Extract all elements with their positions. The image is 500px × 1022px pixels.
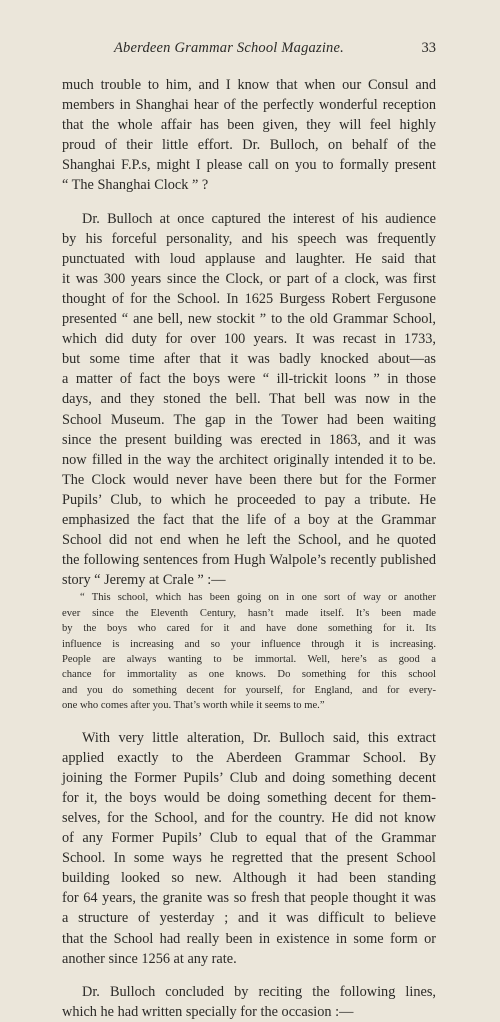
quote-line: “ This school, which has been going on in one sort of way or another xyxy=(80,592,436,604)
text-line: that the whole affair has been given, they will feel highly xyxy=(62,117,436,134)
running-title: Aberdeen Grammar School Magazine. xyxy=(114,40,344,56)
text-line: selves, for the School, and for the country. He did not know xyxy=(62,809,436,826)
text-line: Shanghai F.P.s, might I please call on you to formally present xyxy=(62,157,436,174)
text-line: another since 1256 at any rate. xyxy=(62,950,237,967)
text-line: punctuated with loud applause and laughter. He said that xyxy=(62,250,436,267)
text-line: School Museum. The gap in the Tower had been waiting xyxy=(62,411,436,428)
text-line: that the School had really been in existence in some form or xyxy=(62,930,436,947)
quote-line: influence is increasing and so your influence through it is increasing. xyxy=(62,638,436,650)
text-line: much trouble to him, and I know that when our Consul and xyxy=(62,77,436,93)
paragraph-extract-applied xyxy=(62,728,436,969)
text-line: the following sentences from Hugh Walpole’s recently published xyxy=(62,552,436,569)
text-line: applied exactly to the Aberdeen Grammar School. By xyxy=(62,749,436,766)
text-line: for 64 years, the granite was so fresh that people thought it was xyxy=(62,890,436,907)
text-line: thought of for the School. In 1625 Burgess Robert Fergusone xyxy=(62,290,436,307)
text-line: but some time after that it was badly knocked about—as xyxy=(62,351,436,368)
text-line: which he had written specially for the occasion :— xyxy=(62,1003,354,1020)
quote-line: by the boys who cared for it and have done something for it. Its xyxy=(62,623,436,635)
text-line: days, and they stoned the bell. That bell was now in the xyxy=(62,391,436,408)
text-line: it was 300 years since the Clock, or part of a clock, was first xyxy=(62,270,436,287)
text-line: for it, the boys would be doing something decent for them- xyxy=(62,789,436,806)
text-line: Dr. Bulloch concluded by reciting the following lines, xyxy=(82,983,436,1000)
text-line: Pupils’ Club, to which he proceeded to pay a tribute. He xyxy=(62,491,436,508)
quote-line: chance for immortality as one knows. Do something for this school xyxy=(62,669,436,681)
text-line: Dr. Bulloch at once captured the interest of his audience xyxy=(82,210,436,227)
text-line: School. In some ways he regretted that the present School xyxy=(62,850,436,867)
page-header xyxy=(62,40,436,60)
text-line: which did duty for over 100 years. It was recast in 1733, xyxy=(62,331,436,348)
text-line: “ The Shanghai Clock ” ? xyxy=(62,177,209,194)
walpole-quotation xyxy=(62,590,436,713)
paragraph-bulloch-speech xyxy=(62,209,436,591)
quote-line: and you do something decent for yourself, for England, and for every- xyxy=(62,684,436,696)
article-body xyxy=(62,75,436,1022)
text-line: School did not end when he left the School, and he quoted xyxy=(62,532,436,549)
text-line: proud of their little effort. Dr. Bulloch, on behalf of the xyxy=(62,137,436,154)
quote-line: People are always wanting to be immortal. Well, here’s as good a xyxy=(62,653,436,665)
text-line: since the present building was erected in 1863, and it was xyxy=(62,431,436,448)
text-line: With very little alteration, Dr. Bulloch said, this extract xyxy=(82,729,436,746)
text-line: now filled in the way the architect originally intended it to be. xyxy=(62,451,436,468)
text-line: by his forceful personality, and his speech was frequently xyxy=(62,230,436,247)
quote-line: one who comes after you. That’s worth while it seems to me.” xyxy=(62,700,325,712)
text-line: The Clock would never have been there but for the Former xyxy=(62,471,436,488)
text-line: a structure of yesterday ; and it was difficult to believe xyxy=(62,910,436,927)
quote-line: ever since the Eleventh Century, hasn’t made itself. It’s been made xyxy=(62,607,436,619)
text-line: members in Shanghai hear of the perfectly wonderful reception xyxy=(62,97,436,114)
text-line: of any Former Pupils’ Club to equal that of the Grammar xyxy=(62,830,436,847)
page-number: 33 xyxy=(421,40,436,56)
paragraph-conclusion xyxy=(62,982,436,1022)
text-line: emphasized the fact that the life of a boy at the Grammar xyxy=(62,511,436,528)
text-line: building looked so new. Although it had been standing xyxy=(62,870,436,887)
text-line: story “ Jeremy at Crale ” :— xyxy=(62,572,226,589)
paragraph-consul-reception xyxy=(62,75,436,196)
text-line: a matter of fact the boys were “ ill-trickit loons ” in those xyxy=(62,371,436,388)
text-line: joining the Former Pupils’ Club and doing something decent xyxy=(62,769,436,786)
text-line: presented “ ane bell, new stockit ” to the old Grammar School, xyxy=(62,311,436,328)
